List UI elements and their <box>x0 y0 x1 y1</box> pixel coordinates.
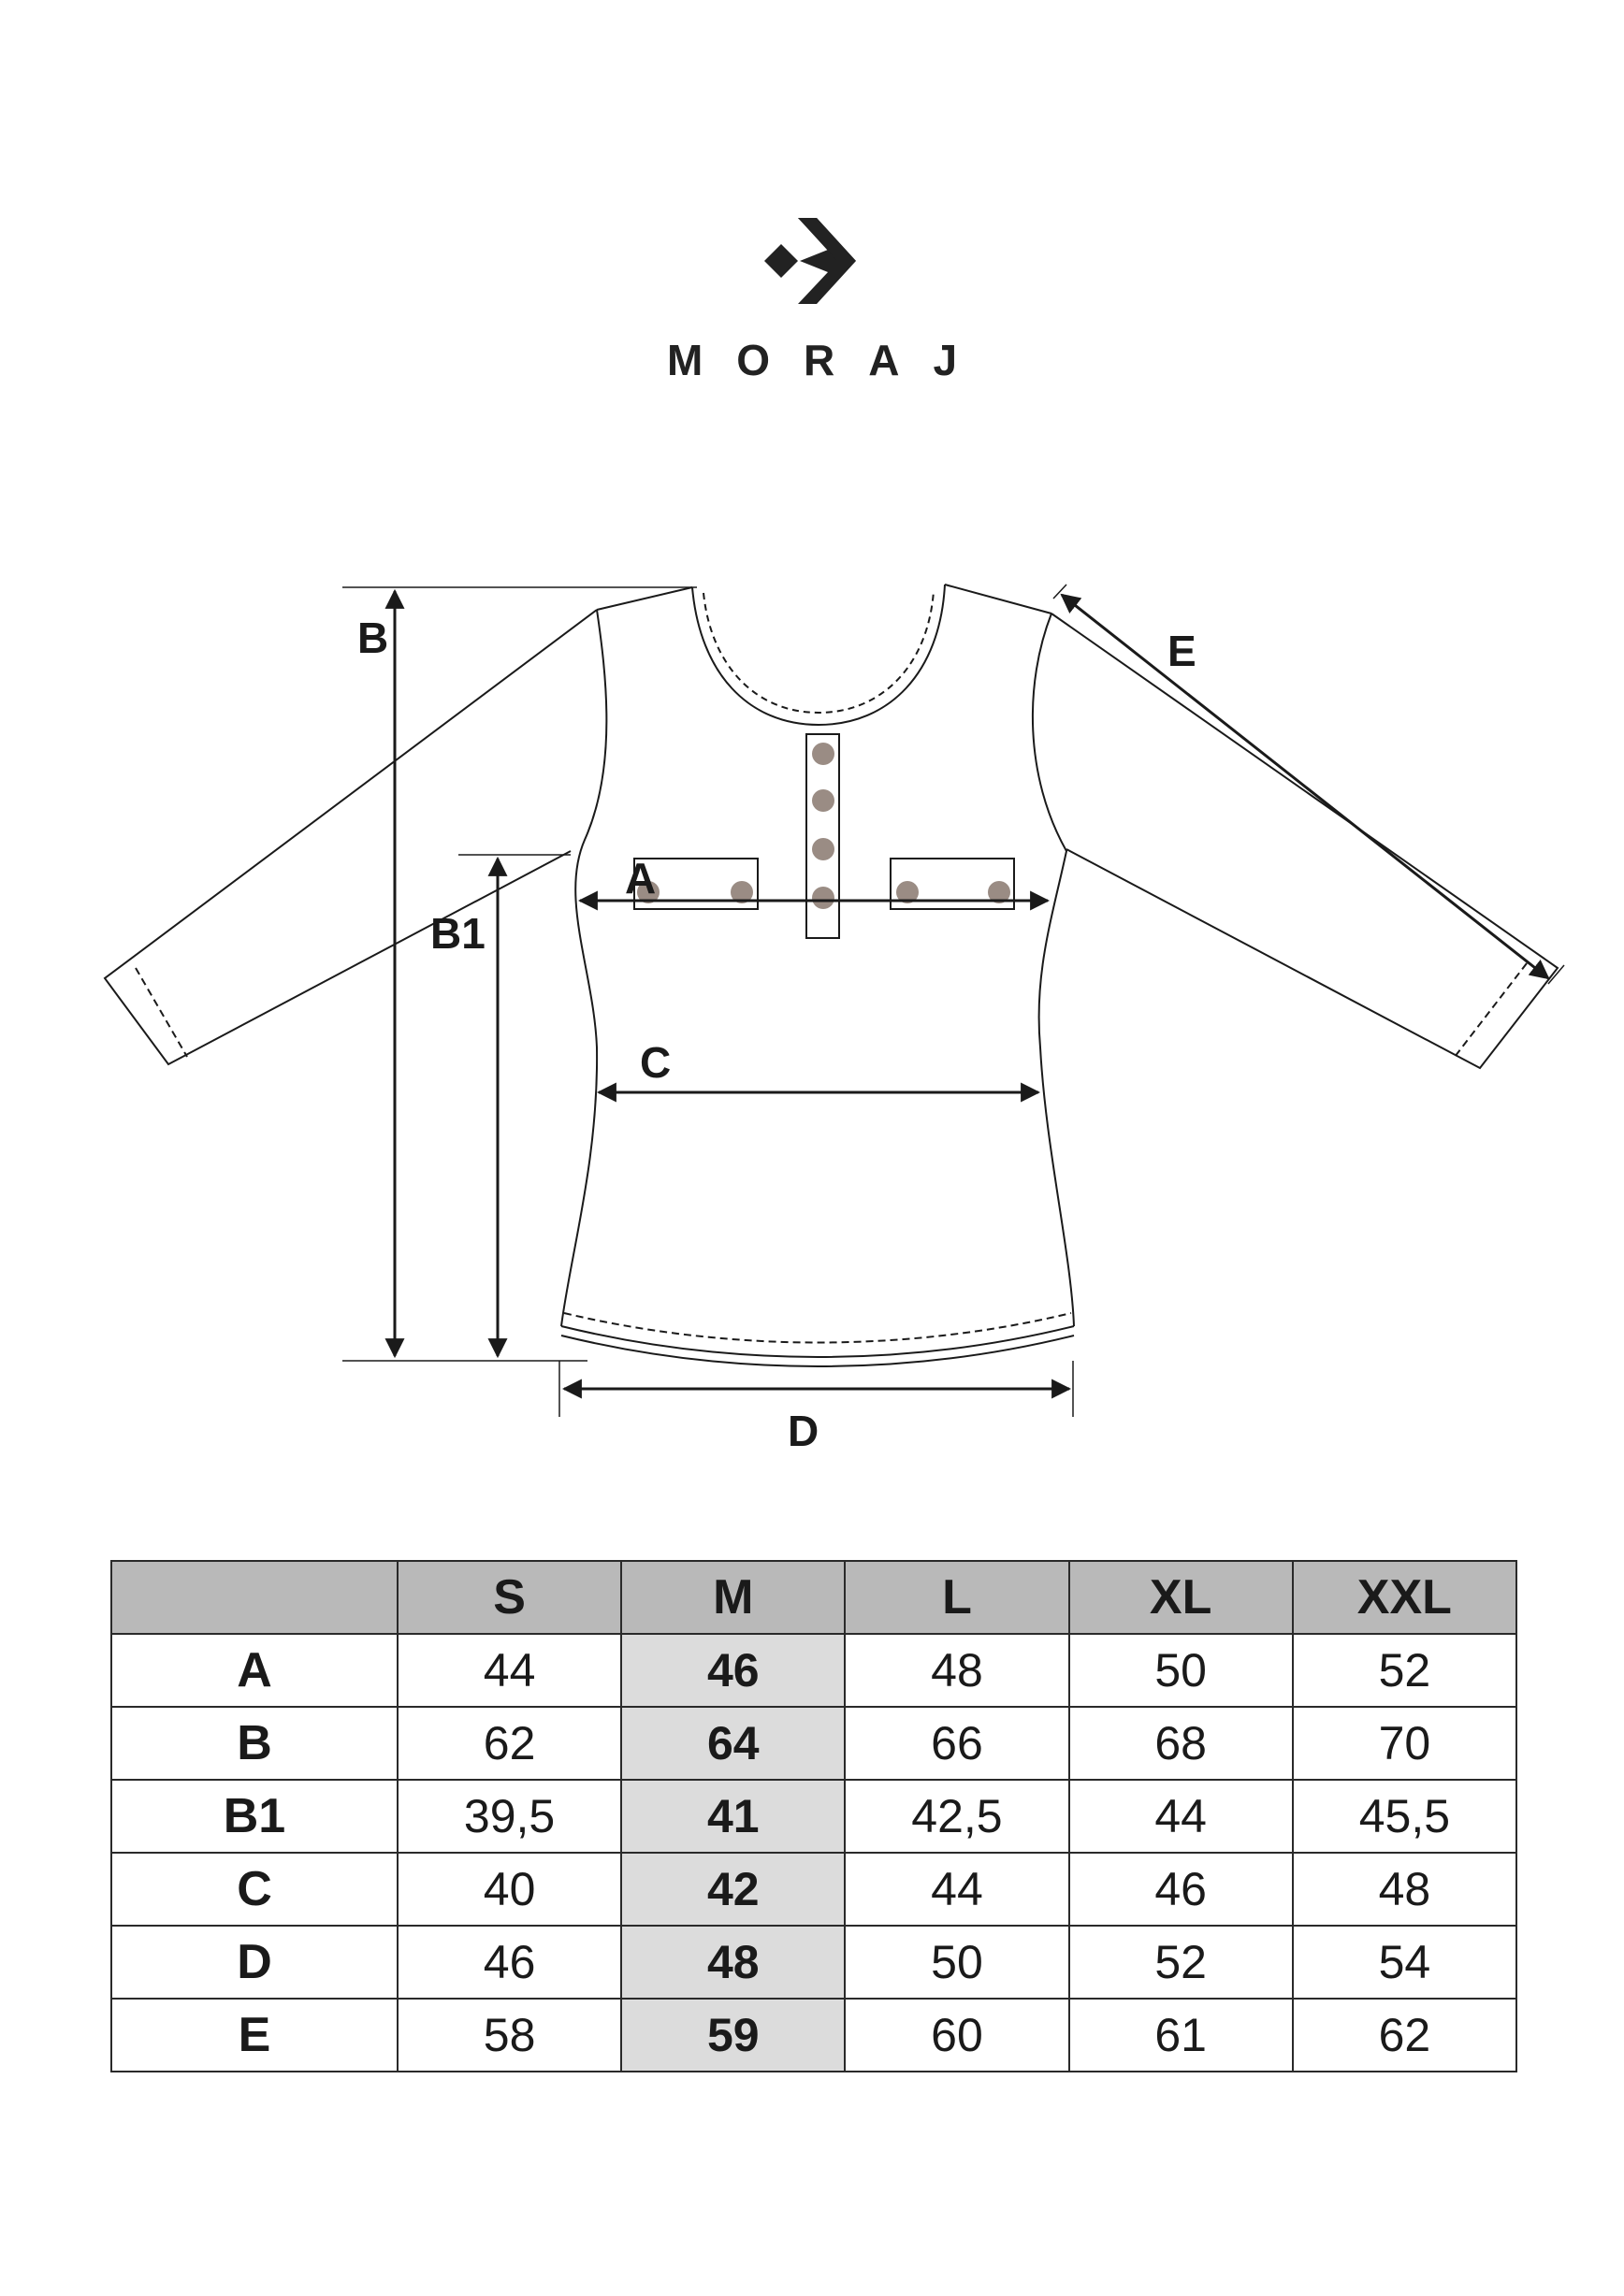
garment-buttons <box>637 743 1010 909</box>
table-cell: 52 <box>1069 1926 1293 1999</box>
table-cell-highlight: 48 <box>621 1926 845 1999</box>
table-cell: 68 <box>1069 1707 1293 1780</box>
table-cell: 62 <box>1293 1999 1516 2072</box>
dimension-label-c: C <box>640 1038 672 1087</box>
table-row <box>111 1707 1516 1780</box>
row-label: A <box>111 1634 398 1707</box>
table-cell: 39,5 <box>398 1780 621 1853</box>
table-header-cell: M <box>621 1561 845 1634</box>
dimension-label-d: D <box>788 1407 819 1455</box>
row-label: E <box>111 1999 398 2072</box>
row-label: C <box>111 1853 398 1926</box>
table-cell-highlight: 64 <box>621 1707 845 1780</box>
row-label: B <box>111 1707 398 1780</box>
table-cell-highlight: 46 <box>621 1634 845 1707</box>
table-header-row <box>111 1561 1516 1634</box>
table-header-cell: XL <box>1069 1561 1293 1634</box>
table-cell: 60 <box>845 1999 1068 2072</box>
button-dot <box>812 838 834 860</box>
table-cell: 50 <box>1069 1634 1293 1707</box>
table-row <box>111 1780 1516 1853</box>
table-cell: 58 <box>398 1999 621 2072</box>
button-dot <box>812 789 834 812</box>
table-header-cell <box>111 1561 398 1634</box>
table-cell-highlight: 42 <box>621 1853 845 1926</box>
table-header-cell: S <box>398 1561 621 1634</box>
table-cell: 52 <box>1293 1634 1516 1707</box>
table-row <box>111 1926 1516 1999</box>
dimension-e-arrow <box>1062 595 1548 978</box>
table-cell: 42,5 <box>845 1780 1068 1853</box>
table-cell-highlight: 59 <box>621 1999 845 2072</box>
dimension-label-b1: B1 <box>430 909 486 958</box>
extension-lines <box>342 585 1564 1417</box>
table-cell: 45,5 <box>1293 1780 1516 1853</box>
row-label: D <box>111 1926 398 1999</box>
button-dot <box>812 743 834 765</box>
table-header-cell: XXL <box>1293 1561 1516 1634</box>
table-row <box>111 1634 1516 1707</box>
table-cell: 48 <box>845 1634 1068 1707</box>
dimension-label-a: A <box>625 854 657 903</box>
dimension-label-e: E <box>1167 627 1196 675</box>
table-row <box>111 1999 1516 2072</box>
table-cell: 62 <box>398 1707 621 1780</box>
size-table <box>110 1560 1517 2072</box>
table-cell: 40 <box>398 1853 621 1926</box>
garment-outline <box>105 585 1558 1366</box>
dimension-arrows <box>395 591 1548 1389</box>
button-dot <box>812 887 834 909</box>
table-cell: 48 <box>1293 1853 1516 1926</box>
table-cell: 50 <box>845 1926 1068 1999</box>
table-cell: 44 <box>1069 1780 1293 1853</box>
table-cell: 70 <box>1293 1707 1516 1780</box>
table-row <box>111 1853 1516 1926</box>
brand-name: MORAJ <box>666 336 992 384</box>
table-cell: 44 <box>845 1853 1068 1926</box>
table-cell-highlight: 41 <box>621 1780 845 1853</box>
table-cell: 61 <box>1069 1999 1293 2072</box>
table-cell: 54 <box>1293 1926 1516 1999</box>
dimension-label-b: B <box>357 614 389 662</box>
row-label: B1 <box>111 1780 398 1853</box>
table-cell: 46 <box>1069 1853 1293 1926</box>
table-cell: 66 <box>845 1707 1068 1780</box>
table-cell: 44 <box>398 1634 621 1707</box>
table-header-cell: L <box>845 1561 1068 1634</box>
table-cell: 46 <box>398 1926 621 1999</box>
